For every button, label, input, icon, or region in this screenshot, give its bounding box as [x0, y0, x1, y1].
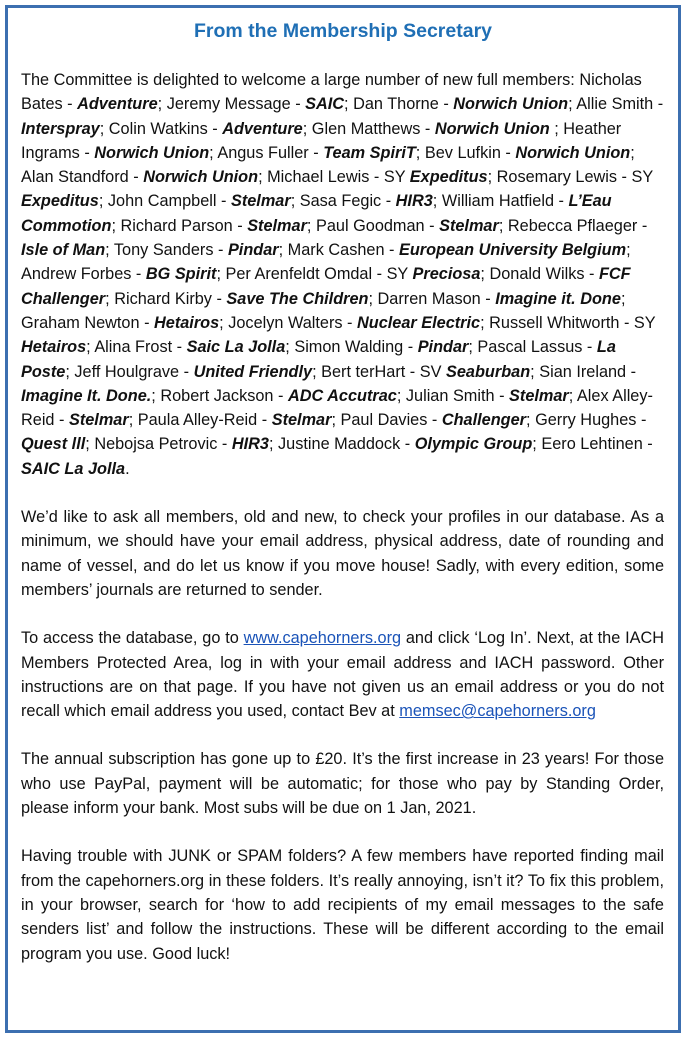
member-name: Dan Thorne - — [353, 95, 454, 114]
member-name: Gerry Hughes - — [535, 411, 647, 430]
member-name: William Hatfield - — [441, 192, 569, 211]
member-name: Bev Lufkin - — [424, 143, 516, 162]
member-vessel: Stelmar — [271, 411, 332, 430]
email-link[interactable]: memsec@capehorners.org — [399, 702, 596, 721]
member-vessel: Saic La Jolla — [186, 338, 286, 357]
member-name: Graham Newton - — [21, 313, 155, 332]
member-entry: Andrew Forbes - BG Spirit; — [21, 265, 226, 284]
article-title: From the Membership Secretary — [193, 20, 492, 42]
member-vessel: HIR3 — [395, 192, 433, 211]
member-vessel: Stelmar — [509, 386, 569, 405]
member-vessel: BG Spirit — [145, 265, 217, 284]
member-vessel: SAIC — [305, 95, 345, 114]
member-name: Sian Ireland - — [539, 362, 637, 381]
member-vessel: Stelmar — [439, 216, 499, 235]
member-entry: Michael Lewis - SY Expeditus; — [267, 168, 497, 187]
member-vessel: Imagine it. Done — [495, 289, 621, 308]
member-vessel: Save The Children — [226, 289, 369, 308]
member-entry: Justine Maddock - Olympic Group; — [278, 435, 542, 454]
member-name: Mark Cashen - — [287, 241, 399, 260]
member-vessel: Preciosa — [412, 265, 481, 284]
member-name: Jocelyn Walters - — [228, 313, 358, 332]
member-entry: Pascal Lassus - La Poste; — [21, 338, 616, 381]
member-vessel: European University Belgium — [398, 241, 627, 260]
member-name: Paula Alley-Reid - — [137, 411, 272, 430]
member-name: Alan Standford - — [21, 168, 144, 187]
member-entry: Rosemary Lewis - SY Expeditus; — [21, 168, 653, 211]
member-name: Jeff Houlgrave - — [74, 362, 194, 381]
member-entry: Allie Smith - Interspray; — [21, 95, 664, 138]
member-name: Jeremy Message - — [166, 95, 306, 114]
member-name: Andrew Forbes - — [21, 265, 146, 284]
member-name: Allie Smith - — [576, 95, 664, 114]
member-vessel: Pindar — [227, 241, 279, 260]
member-name: Julian Smith - — [405, 386, 510, 405]
member-entry: Richard Kirby - Save The Children; — [114, 289, 378, 308]
member-vessel: FCF Challenger — [21, 265, 631, 308]
member-name: Pascal Lassus - — [477, 338, 597, 357]
database-text-after-link: and click ‘Log In’. Next, at the IACH Members Protected Area, log in with your email address and IACH password. Other instructions are on that page. If you have not given us an email address or you do not recall which email address you used, contact Bev at — [21, 629, 664, 721]
member-entry: Jocelyn Walters - Nuclear Electric; — [228, 313, 490, 332]
member-vessel: L’Eau Commotion — [21, 192, 612, 235]
member-name: Richard Kirby - — [114, 289, 227, 308]
member-vessel: Stelmar — [68, 411, 129, 430]
welcome-intro: The Committee is delighted to welcome a large number of new full members: — [21, 71, 575, 89]
member-vessel: La Poste — [21, 338, 616, 381]
member-name: Simon Walding - — [294, 338, 418, 357]
member-name: Paul Davies - — [340, 411, 442, 430]
member-name: Nicholas Bates - — [21, 71, 642, 114]
member-vessel: HIR3 — [231, 435, 269, 454]
article-body — [21, 68, 664, 990]
member-entry: William Hatfield - L’Eau Commotion; — [21, 192, 612, 235]
member-entry: Russell Whitworth - SY Hetairos; — [21, 313, 656, 357]
member-vessel: Seaburban — [446, 362, 531, 381]
website-link[interactable]: www.capehorners.org — [243, 629, 402, 648]
member-name: Russell Whitworth - SY — [489, 313, 656, 332]
member-entry: Paul Goodman - Stelmar; — [315, 216, 508, 235]
member-entry: Robert Jackson - ADC Accutrac; — [160, 386, 406, 405]
junk-paragraph: Having trouble with JUNK or SPAM folders? A few members have reported finding mail from the capehorners.org in these folders. It’s really annoying, isn’t it? To fix this problem, in your browser, search for ‘how to add recipients of my email messages to the safe senders list’ and follow the instructions. These will be different according to the email program you use. Good luck! — [21, 847, 664, 963]
member-entry: Per Arenfeldt Omdal - SY Preciosa; — [225, 265, 490, 284]
member-name: Darren Mason - — [377, 289, 496, 308]
member-entry: Nicholas Bates - Adventure; — [21, 71, 642, 114]
member-entry: Colin Watkins - Adventure; — [108, 119, 312, 138]
member-entry: Paul Davies - Challenger; — [340, 411, 536, 430]
member-entry: Alex Alley-Reid - Stelmar; — [21, 386, 653, 430]
member-entry: Simon Walding - Pindar; — [294, 338, 478, 357]
member-name: Rosemary Lewis - SY — [496, 168, 653, 187]
database-paragraph — [21, 626, 664, 723]
member-entry: Paula Alley-Reid - Stelmar; — [137, 411, 341, 430]
member-vessel: Olympic Group — [414, 435, 533, 454]
member-entry: Graham Newton - Hetairos; — [21, 313, 229, 332]
member-entry: Alan Standford - Norwich Union; — [21, 168, 268, 187]
member-vessel: Expeditus — [409, 168, 488, 187]
member-entry: Alina Frost - Saic La Jolla; — [94, 338, 295, 357]
member-entry: Angus Fuller - Team SpiriT; — [217, 143, 425, 162]
subscription-paragraph: The annual subscription has gone up to £20. It’s the first increase in 23 years! For those who use PayPal, payment will be automatic; for those who pay by Standing Order, please inform your bank. Most subs will be due on 1 Jan, 2021. — [21, 750, 664, 818]
member-name: Tony Sanders - — [113, 241, 228, 260]
member-vessel: Expeditus — [21, 192, 99, 211]
member-name: Paul Goodman - — [315, 216, 440, 235]
member-vessel: Hetairos — [21, 338, 87, 357]
member-name: Eero Lehtinen - — [541, 435, 653, 454]
member-vessel: Nuclear Electric — [357, 313, 481, 332]
member-name: John Campbell - — [107, 192, 231, 211]
member-name: Justine Maddock - — [278, 435, 415, 454]
member-entry: Jeff Houlgrave - United Friendly; — [74, 362, 322, 381]
member-vessel: Team SpiriT — [323, 143, 416, 162]
member-vessel: Stelmar — [247, 216, 307, 235]
member-entry: Donald Wilks - FCF Challenger; — [21, 265, 631, 308]
member-entry: Julian Smith - Stelmar; — [405, 386, 577, 405]
member-entry: Glen Matthews - Norwich Union ; — [311, 119, 564, 138]
member-name: Heather Ingrams - — [21, 119, 622, 162]
member-entry: Sasa Fegic - HIR3; — [299, 192, 442, 211]
profiles-paragraph: We’d like to ask all members, old and new, to check your profiles in our database. As a minimum, we should have your email address, physical address, date of rounding and name of vessel, and do let us know if you move house! Sadly, with every edition, some members’ journals are returned to sender. — [21, 508, 664, 599]
member-entry: Eero Lehtinen - SAIC La Jolla. — [21, 435, 653, 478]
member-name: Alex Alley-Reid - — [21, 386, 653, 430]
member-vessel: Norwich Union — [434, 119, 555, 138]
member-name: Per Arenfeldt Omdal - SY — [225, 265, 413, 284]
member-entry: Sian Ireland - Imagine It. Done.; — [21, 362, 637, 405]
member-vessel: Norwich Union — [94, 143, 210, 162]
member-vessel: Norwich Union — [143, 168, 259, 187]
member-entry: Tony Sanders - Pindar; — [113, 241, 288, 260]
member-name: Richard Parson - — [120, 216, 248, 235]
member-entry: Bert terHart - SV Seaburban; — [321, 362, 540, 381]
member-entry: Gerry Hughes - Quest lll; — [21, 411, 647, 454]
member-entry: Nebojsa Petrovic - HIR3; — [94, 435, 279, 454]
member-name: Robert Jackson - — [160, 386, 288, 405]
member-entry: Jeremy Message - SAIC; — [166, 95, 354, 114]
member-vessel: Norwich Union — [453, 95, 569, 114]
member-name: Donald Wilks - — [489, 265, 599, 284]
member-entry: Bev Lufkin - Norwich Union; — [424, 143, 635, 162]
member-vessel: Adventure — [77, 95, 158, 114]
member-name: Michael Lewis - SY — [267, 168, 410, 187]
member-vessel: Norwich Union — [515, 143, 631, 162]
database-text-before-link: To access the database, go to — [21, 629, 244, 648]
member-name: Rebecca Pflaeger - — [507, 216, 648, 235]
member-list — [21, 71, 663, 478]
member-vessel: ADC Accutrac — [287, 386, 397, 405]
member-vessel: Adventure — [222, 119, 303, 138]
member-name: Angus Fuller - — [217, 143, 324, 162]
member-entry: Heather Ingrams - Norwich Union; — [21, 119, 622, 162]
member-vessel: Pindar — [417, 338, 469, 357]
member-entry: Dan Thorne - Norwich Union; — [353, 95, 577, 114]
member-entry: Richard Parson - Stelmar; — [120, 216, 316, 235]
member-name: Bert terHart - SV — [321, 362, 446, 381]
article-frame — [5, 5, 681, 1033]
member-vessel: Isle of Man — [21, 241, 106, 260]
member-name: Colin Watkins - — [108, 119, 223, 138]
welcome-paragraph — [21, 68, 664, 481]
member-name: Alina Frost - — [94, 338, 187, 357]
member-entry: John Campbell - Stelmar; — [107, 192, 300, 211]
member-vessel: Imagine It. Done. — [21, 386, 152, 405]
member-vessel: United Friendly — [193, 362, 313, 381]
member-entry: Rebecca Pflaeger - Isle of Man; — [21, 216, 648, 260]
member-vessel: SAIC La Jolla — [21, 459, 126, 478]
member-name: Glen Matthews - — [311, 119, 435, 138]
member-vessel: Hetairos — [154, 313, 220, 332]
member-vessel: Interspray — [21, 119, 100, 138]
member-vessel: Challenger — [441, 411, 527, 430]
member-name: Sasa Fegic - — [299, 192, 396, 211]
member-entry: Darren Mason - Imagine it. Done; — [377, 289, 626, 308]
member-name: Nebojsa Petrovic - — [94, 435, 232, 454]
member-vessel: Stelmar — [230, 192, 291, 211]
member-entry: Mark Cashen - European University Belgium; — [287, 241, 631, 260]
member-vessel: Quest lll — [21, 435, 86, 454]
